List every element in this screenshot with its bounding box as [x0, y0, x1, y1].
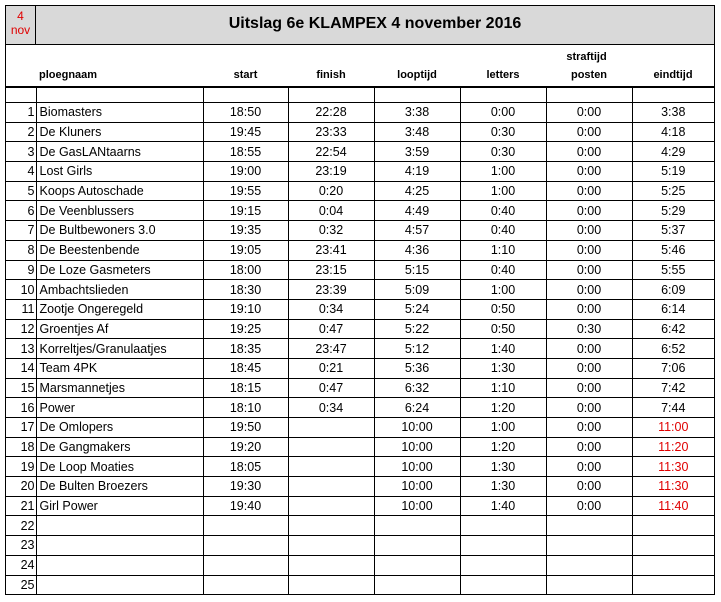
cell-start: 19:45: [203, 122, 288, 142]
table-row: [6, 418, 714, 438]
cell-name: De Bulten Broezers: [36, 477, 203, 497]
cell-name: De Loop Moaties: [36, 457, 203, 477]
cell-name: De Omlopers: [36, 418, 203, 438]
cell-looptijd: 4:25: [374, 181, 460, 201]
cell-letters: 1:30: [460, 457, 546, 477]
cell-nr: 4: [6, 162, 36, 182]
cell-finish: 0:47: [288, 319, 374, 339]
table-row: [6, 221, 714, 241]
cell-letters: 0:40: [460, 201, 546, 221]
cell-eindtijd: 6:14: [632, 299, 714, 319]
cell-start: 18:10: [203, 398, 288, 418]
cell-eindtijd: 5:55: [632, 260, 714, 280]
cell-looptijd: 10:00: [374, 477, 460, 497]
corner-day: 4: [17, 9, 24, 23]
spacer-row: [6, 88, 714, 103]
cell-nr: 5: [6, 181, 36, 201]
cell-start: 18:00: [203, 260, 288, 280]
cell-posten: [546, 536, 632, 556]
col-header-ploegnaam: ploegnaam: [39, 69, 98, 81]
cell-letters: [460, 575, 546, 595]
cell-eindtijd: 4:18: [632, 122, 714, 142]
cell-posten: 0:00: [546, 221, 632, 241]
cell-posten: 0:00: [546, 103, 632, 123]
cell-letters: 1:20: [460, 398, 546, 418]
cell-eindtijd: 5:29: [632, 201, 714, 221]
cell-name: [36, 575, 203, 595]
table-row: [6, 260, 714, 280]
results-sheet: [5, 5, 715, 595]
cell-posten: [546, 555, 632, 575]
cell-nr: 12: [6, 319, 36, 339]
cell-eindtijd: 11:00: [632, 418, 714, 438]
cell-posten: 0:00: [546, 339, 632, 359]
cell-name: [36, 555, 203, 575]
table-row: [6, 398, 714, 418]
cell-finish: [288, 477, 374, 497]
cell-letters: 1:10: [460, 378, 546, 398]
cell-name: Ambachtslieden: [36, 280, 203, 300]
cell-nr: 20: [6, 477, 36, 497]
cell-name: De Beestenbende: [36, 240, 203, 260]
cell-posten: 0:00: [546, 418, 632, 438]
cell-start: 18:45: [203, 358, 288, 378]
cell-looptijd: 10:00: [374, 496, 460, 516]
cell-start: 18:15: [203, 378, 288, 398]
cell-letters: 0:30: [460, 142, 546, 162]
cell-looptijd: 5:36: [374, 358, 460, 378]
cell-finish: 22:54: [288, 142, 374, 162]
cell-nr: 19: [6, 457, 36, 477]
cell-looptijd: [374, 536, 460, 556]
table-row: [6, 103, 714, 123]
cell-posten: 0:30: [546, 319, 632, 339]
cell-letters: 1:00: [460, 162, 546, 182]
cell-finish: 0:04: [288, 201, 374, 221]
table-row: [6, 162, 714, 182]
cell-nr: 1: [6, 103, 36, 123]
cell-nr: 6: [6, 201, 36, 221]
col-header-start: start: [233, 69, 258, 81]
cell-posten: 0:00: [546, 201, 632, 221]
table-row: [6, 299, 714, 319]
cell-eindtijd: 11:30: [632, 477, 714, 497]
cell-start: 18:05: [203, 457, 288, 477]
cell-name: Marsmannetjes: [36, 378, 203, 398]
cell-letters: 1:00: [460, 418, 546, 438]
cell-eindtijd: 11:30: [632, 457, 714, 477]
cell-posten: 0:00: [546, 181, 632, 201]
table-row: [6, 240, 714, 260]
cell-looptijd: 4:36: [374, 240, 460, 260]
table-row: [6, 378, 714, 398]
cell-eindtijd: 5:19: [632, 162, 714, 182]
cell-eindtijd: 6:42: [632, 319, 714, 339]
table-row: [6, 477, 714, 497]
cell-eindtijd: 4:29: [632, 142, 714, 162]
cell-posten: 0:00: [546, 437, 632, 457]
cell-nr: 2: [6, 122, 36, 142]
cell-nr: 11: [6, 299, 36, 319]
cell-eindtijd: 5:25: [632, 181, 714, 201]
cell-start: 19:15: [203, 201, 288, 221]
cell-looptijd: 3:59: [374, 142, 460, 162]
cell-looptijd: 6:24: [374, 398, 460, 418]
cell-finish: [288, 496, 374, 516]
cell-looptijd: 5:24: [374, 299, 460, 319]
cell-letters: [460, 516, 546, 536]
cell-looptijd: 10:00: [374, 457, 460, 477]
cell-eindtijd: [632, 575, 714, 595]
cell-finish: [288, 437, 374, 457]
cell-name: De Gangmakers: [36, 437, 203, 457]
cell-start: 18:30: [203, 280, 288, 300]
results-table: [6, 87, 714, 595]
cell-name: [36, 516, 203, 536]
cell-looptijd: 5:09: [374, 280, 460, 300]
cell-letters: 0:50: [460, 319, 546, 339]
table-row: [6, 122, 714, 142]
cell-letters: 1:00: [460, 280, 546, 300]
cell-nr: 14: [6, 358, 36, 378]
cell-letters: 0:50: [460, 299, 546, 319]
cell-nr: 10: [6, 280, 36, 300]
cell-finish: 0:34: [288, 299, 374, 319]
cell-finish: [288, 516, 374, 536]
cell-posten: 0:00: [546, 299, 632, 319]
cell-finish: 0:21: [288, 358, 374, 378]
cell-name: Groentjes Af: [36, 319, 203, 339]
cell-finish: 23:41: [288, 240, 374, 260]
cell-posten: [546, 516, 632, 536]
cell-letters: 1:30: [460, 358, 546, 378]
cell-name: Girl Power: [36, 496, 203, 516]
date-corner: [6, 6, 36, 44]
table-row: [6, 339, 714, 359]
cell-nr: 21: [6, 496, 36, 516]
cell-nr: 22: [6, 516, 36, 536]
table-row: [6, 358, 714, 378]
cell-eindtijd: 7:42: [632, 378, 714, 398]
cell-posten: 0:00: [546, 142, 632, 162]
cell-start: 19:50: [203, 418, 288, 438]
cell-eindtijd: [632, 555, 714, 575]
title-bar: [6, 6, 714, 45]
cell-posten: 0:00: [546, 457, 632, 477]
table-row: [6, 319, 714, 339]
cell-eindtijd: 7:44: [632, 398, 714, 418]
cell-letters: 0:40: [460, 221, 546, 241]
cell-looptijd: 10:00: [374, 437, 460, 457]
cell-eindtijd: 5:37: [632, 221, 714, 241]
cell-nr: 24: [6, 555, 36, 575]
col-header-finish: finish: [316, 69, 346, 81]
cell-nr: 13: [6, 339, 36, 359]
cell-nr: 23: [6, 536, 36, 556]
cell-eindtijd: 6:09: [632, 280, 714, 300]
cell-name: Zootje Ongeregeld: [36, 299, 203, 319]
straftijd-group-header: straftijd: [566, 51, 607, 63]
cell-start: [203, 516, 288, 536]
cell-letters: 1:40: [460, 339, 546, 359]
cell-posten: 0:00: [546, 398, 632, 418]
cell-start: [203, 575, 288, 595]
cell-nr: 25: [6, 575, 36, 595]
cell-posten: 0:00: [546, 358, 632, 378]
cell-letters: [460, 536, 546, 556]
cell-start: 18:55: [203, 142, 288, 162]
col-header-eindtijd: eindtijd: [653, 69, 693, 81]
cell-name: De Bultbewoners 3.0: [36, 221, 203, 241]
cell-name: De Loze Gasmeters: [36, 260, 203, 280]
table-row: [6, 201, 714, 221]
cell-looptijd: 5:12: [374, 339, 460, 359]
cell-letters: 1:20: [460, 437, 546, 457]
table-row: [6, 496, 714, 516]
cell-finish: 0:32: [288, 221, 374, 241]
cell-looptijd: [374, 575, 460, 595]
cell-looptijd: 4:57: [374, 221, 460, 241]
cell-nr: 3: [6, 142, 36, 162]
cell-nr: 17: [6, 418, 36, 438]
cell-looptijd: 10:00: [374, 418, 460, 438]
cell-start: 19:30: [203, 477, 288, 497]
cell-start: 18:35: [203, 339, 288, 359]
table-row: [6, 437, 714, 457]
cell-start: 19:40: [203, 496, 288, 516]
cell-start: 19:20: [203, 437, 288, 457]
cell-start: 18:50: [203, 103, 288, 123]
cell-finish: 23:19: [288, 162, 374, 182]
cell-finish: 0:34: [288, 398, 374, 418]
cell-start: 19:35: [203, 221, 288, 241]
cell-start: 19:25: [203, 319, 288, 339]
table-row: [6, 457, 714, 477]
cell-name: Team 4PK: [36, 358, 203, 378]
cell-letters: 1:40: [460, 496, 546, 516]
cell-finish: 22:28: [288, 103, 374, 123]
cell-eindtijd: 11:20: [632, 437, 714, 457]
cell-posten: [546, 575, 632, 595]
cell-letters: [460, 555, 546, 575]
cell-posten: 0:00: [546, 240, 632, 260]
corner-month: nov: [10, 23, 31, 37]
cell-posten: 0:00: [546, 260, 632, 280]
cell-looptijd: [374, 555, 460, 575]
cell-letters: 1:10: [460, 240, 546, 260]
cell-posten: 0:00: [546, 378, 632, 398]
cell-start: 19:05: [203, 240, 288, 260]
cell-nr: 7: [6, 221, 36, 241]
cell-start: 19:00: [203, 162, 288, 182]
cell-eindtijd: 7:06: [632, 358, 714, 378]
col-header-posten: posten: [570, 69, 608, 81]
cell-nr: 9: [6, 260, 36, 280]
cell-finish: 23:15: [288, 260, 374, 280]
cell-name: Power: [36, 398, 203, 418]
cell-finish: [288, 418, 374, 438]
cell-finish: [288, 536, 374, 556]
cell-name: De Veenblussers: [36, 201, 203, 221]
cell-eindtijd: 5:46: [632, 240, 714, 260]
cell-name: [36, 536, 203, 556]
cell-letters: 0:30: [460, 122, 546, 142]
col-header-looptijd: looptijd: [397, 69, 437, 81]
cell-finish: 0:20: [288, 181, 374, 201]
cell-name: De Kluners: [36, 122, 203, 142]
cell-looptijd: 4:49: [374, 201, 460, 221]
cell-looptijd: 5:22: [374, 319, 460, 339]
cell-eindtijd: 6:52: [632, 339, 714, 359]
cell-posten: 0:00: [546, 496, 632, 516]
table-row: [6, 181, 714, 201]
cell-name: Lost Girls: [36, 162, 203, 182]
cell-finish: 0:47: [288, 378, 374, 398]
col-header-letters: letters: [486, 69, 520, 81]
cell-start: [203, 555, 288, 575]
cell-nr: 15: [6, 378, 36, 398]
cell-finish: [288, 457, 374, 477]
cell-eindtijd: 3:38: [632, 103, 714, 123]
table-row: [6, 555, 714, 575]
cell-start: 19:10: [203, 299, 288, 319]
cell-looptijd: 5:15: [374, 260, 460, 280]
cell-start: [203, 536, 288, 556]
cell-looptijd: 3:48: [374, 122, 460, 142]
cell-finish: 23:39: [288, 280, 374, 300]
cell-name: Koops Autoschade: [36, 181, 203, 201]
cell-looptijd: 4:19: [374, 162, 460, 182]
cell-finish: [288, 555, 374, 575]
cell-name: Korreltjes/Granulaatjes: [36, 339, 203, 359]
cell-name: Biomasters: [36, 103, 203, 123]
cell-nr: 16: [6, 398, 36, 418]
cell-finish: [288, 575, 374, 595]
cell-eindtijd: 11:40: [632, 496, 714, 516]
table-row: [6, 142, 714, 162]
cell-eindtijd: [632, 536, 714, 556]
cell-letters: 0:00: [460, 103, 546, 123]
cell-posten: 0:00: [546, 162, 632, 182]
results-body: [6, 88, 714, 595]
cell-letters: 0:40: [460, 260, 546, 280]
cell-looptijd: 3:38: [374, 103, 460, 123]
cell-posten: 0:00: [546, 122, 632, 142]
cell-posten: 0:00: [546, 477, 632, 497]
cell-letters: 1:00: [460, 181, 546, 201]
cell-nr: 18: [6, 437, 36, 457]
table-row: [6, 516, 714, 536]
cell-looptijd: [374, 516, 460, 536]
table-row: [6, 536, 714, 556]
cell-finish: 23:33: [288, 122, 374, 142]
cell-start: 19:55: [203, 181, 288, 201]
cell-posten: 0:00: [546, 280, 632, 300]
cell-name: De GasLANtaarns: [36, 142, 203, 162]
cell-letters: 1:30: [460, 477, 546, 497]
table-row: [6, 280, 714, 300]
cell-eindtijd: [632, 516, 714, 536]
cell-nr: 8: [6, 240, 36, 260]
cell-finish: 23:47: [288, 339, 374, 359]
cell-looptijd: 6:32: [374, 378, 460, 398]
table-row: [6, 575, 714, 595]
page-title: Uitslag 6e KLAMPEX 4 november 2016: [228, 15, 522, 32]
